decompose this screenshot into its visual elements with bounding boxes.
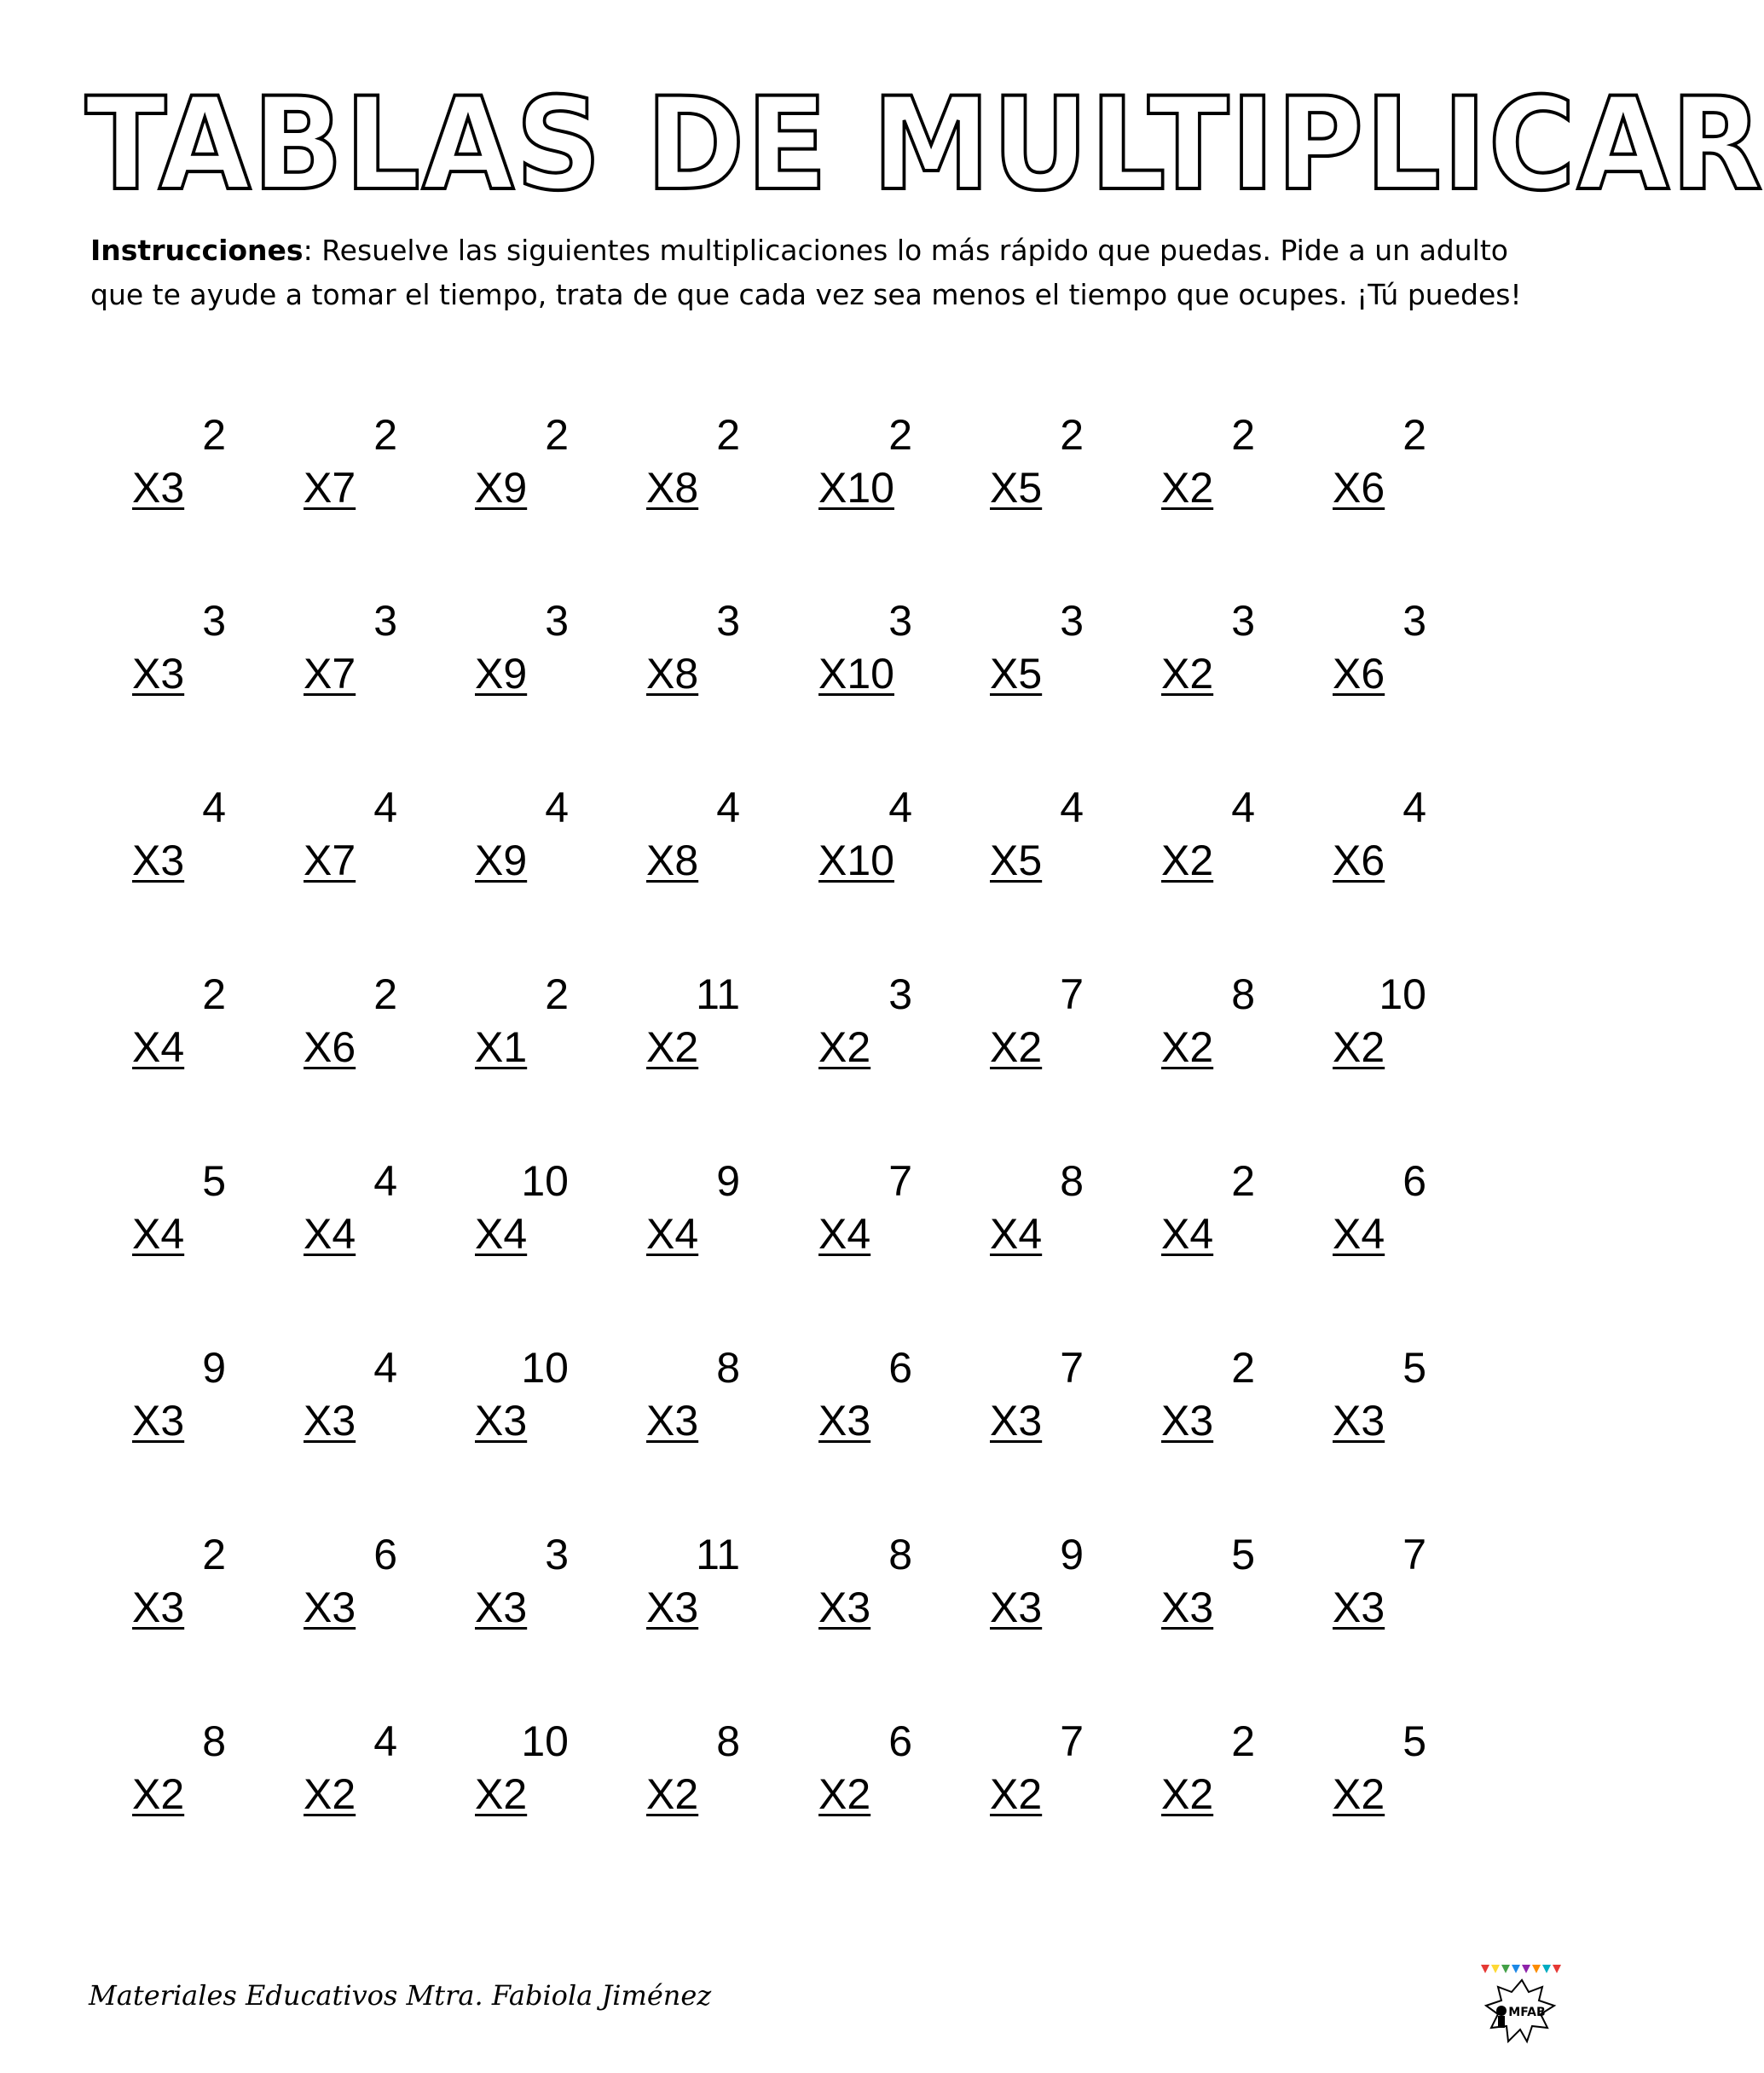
instructions-label: Instrucciones bbox=[90, 234, 304, 267]
multiplicand: 3 bbox=[545, 1531, 569, 1578]
problem-cell bbox=[646, 1529, 783, 1640]
multiplicand: 4 bbox=[888, 784, 912, 831]
problem-cell bbox=[132, 969, 269, 1080]
problem-cell bbox=[990, 969, 1126, 1080]
multiplicand: 11 bbox=[696, 1531, 740, 1578]
multiplicand: 7 bbox=[1060, 970, 1084, 1018]
page-title: TABLAS DE MULTIPLICAR bbox=[85, 71, 1764, 219]
multiplicand: 2 bbox=[373, 411, 397, 459]
multiplier: X2 bbox=[1161, 650, 1214, 698]
multiplicand: 4 bbox=[373, 1344, 397, 1392]
multiplier: X3 bbox=[132, 650, 185, 698]
problem-cell bbox=[1333, 1529, 1469, 1640]
problem-cell bbox=[990, 1155, 1126, 1266]
problem-cell bbox=[646, 782, 783, 893]
problem-cell bbox=[1161, 1529, 1298, 1640]
multiplier: X5 bbox=[990, 837, 1043, 884]
problem-cell bbox=[1161, 595, 1298, 706]
problem-cell bbox=[818, 1529, 955, 1640]
problem-cell bbox=[132, 409, 269, 520]
multiplier: X2 bbox=[646, 1023, 699, 1071]
multiplicand: 2 bbox=[716, 411, 740, 459]
problem-cell bbox=[304, 1155, 440, 1266]
multiplier: X4 bbox=[132, 1210, 185, 1258]
multiplicand: 4 bbox=[545, 784, 569, 831]
multiplier: X3 bbox=[990, 1584, 1043, 1631]
multiplicand: 4 bbox=[1231, 784, 1255, 831]
problem-cell bbox=[304, 595, 440, 706]
problem-cell bbox=[990, 1529, 1126, 1640]
multiplicand: 6 bbox=[888, 1717, 912, 1765]
multiplicand: 2 bbox=[1231, 411, 1255, 459]
multiplier: X2 bbox=[1161, 1770, 1214, 1818]
multiplicand: 3 bbox=[545, 597, 569, 645]
multiplier: X3 bbox=[132, 1584, 185, 1631]
problem-cell bbox=[990, 1342, 1126, 1453]
multiplicand: 3 bbox=[888, 597, 912, 645]
problem-cell bbox=[1161, 782, 1298, 893]
problem-cell bbox=[646, 1155, 783, 1266]
problem-cell bbox=[990, 409, 1126, 520]
multiplier: X4 bbox=[1161, 1210, 1214, 1258]
multiplicand: 4 bbox=[716, 784, 740, 831]
multiplier: X9 bbox=[475, 837, 528, 884]
multiplicand: 2 bbox=[1231, 1717, 1255, 1765]
problem-cell bbox=[646, 595, 783, 706]
multiplier: X4 bbox=[1333, 1210, 1385, 1258]
multiplier: X7 bbox=[304, 464, 356, 512]
multiplicand: 2 bbox=[1403, 411, 1426, 459]
confetti-banner bbox=[1481, 1965, 1561, 1973]
multiplier: X5 bbox=[990, 650, 1043, 698]
problem-cell bbox=[304, 969, 440, 1080]
multiplier: X3 bbox=[990, 1397, 1043, 1445]
multiplicand: 9 bbox=[1060, 1531, 1084, 1578]
problem-cell bbox=[475, 782, 611, 893]
multiplier: X3 bbox=[475, 1584, 528, 1631]
problem-cell bbox=[132, 1155, 269, 1266]
multiplier: X6 bbox=[1333, 837, 1385, 884]
problem-cell bbox=[818, 409, 955, 520]
problem-cell bbox=[475, 1529, 611, 1640]
multiplier: X10 bbox=[818, 837, 894, 884]
multiplicand: 10 bbox=[521, 1344, 569, 1392]
problem-cell bbox=[1161, 1155, 1298, 1266]
multiplicand: 8 bbox=[1060, 1157, 1084, 1205]
multiplicand: 2 bbox=[1060, 411, 1084, 459]
multiplicand: 7 bbox=[888, 1157, 912, 1205]
multiplicand: 8 bbox=[716, 1344, 740, 1392]
problem-cell bbox=[646, 1342, 783, 1453]
problem-cell bbox=[818, 1342, 955, 1453]
logo-badge-icon bbox=[1479, 1960, 1564, 2064]
multiplier: X5 bbox=[990, 464, 1043, 512]
multiplicand: 2 bbox=[545, 411, 569, 459]
problem-cell bbox=[475, 409, 611, 520]
multiplier: X1 bbox=[475, 1023, 528, 1071]
multiplier: X3 bbox=[818, 1397, 871, 1445]
multiplicand: 6 bbox=[1403, 1157, 1426, 1205]
problem-cell bbox=[304, 782, 440, 893]
multiplier: X2 bbox=[304, 1770, 356, 1818]
problem-cell bbox=[304, 409, 440, 520]
multiplicand: 2 bbox=[888, 411, 912, 459]
multiplier: X10 bbox=[818, 464, 894, 512]
multiplicand: 3 bbox=[716, 597, 740, 645]
multiplier: X2 bbox=[990, 1770, 1043, 1818]
multiplier: X3 bbox=[132, 1397, 185, 1445]
multiplier: X3 bbox=[1161, 1584, 1214, 1631]
problem-cell bbox=[818, 595, 955, 706]
multiplicand: 10 bbox=[521, 1157, 569, 1205]
multiplicand: 4 bbox=[1403, 784, 1426, 831]
problem-cell bbox=[132, 1342, 269, 1453]
multiplier: X2 bbox=[1333, 1023, 1385, 1071]
multiplicand: 5 bbox=[1403, 1344, 1426, 1392]
multiplicand: 3 bbox=[888, 970, 912, 1018]
multiplicand: 6 bbox=[888, 1344, 912, 1392]
problem-cell bbox=[1161, 409, 1298, 520]
multiplicand: 10 bbox=[521, 1717, 569, 1765]
problem-cell bbox=[818, 782, 955, 893]
problem-cell bbox=[132, 1529, 269, 1640]
multiplier: X3 bbox=[132, 464, 185, 512]
multiplicand: 3 bbox=[1403, 597, 1426, 645]
multiplier: X2 bbox=[818, 1770, 871, 1818]
multiplier: X2 bbox=[646, 1770, 699, 1818]
multiplicand: 4 bbox=[1060, 784, 1084, 831]
multiplier: X9 bbox=[475, 650, 528, 698]
multiplier: X3 bbox=[132, 837, 185, 884]
multiplicand: 11 bbox=[696, 970, 740, 1018]
multiplier: X3 bbox=[646, 1584, 699, 1631]
multiplicand: 2 bbox=[1231, 1344, 1255, 1392]
multiplicand: 10 bbox=[1379, 970, 1426, 1018]
multiplicand: 3 bbox=[202, 597, 226, 645]
multiplicand: 7 bbox=[1403, 1531, 1426, 1578]
multiplicand: 4 bbox=[202, 784, 226, 831]
problem-cell bbox=[132, 782, 269, 893]
multiplier: X3 bbox=[1161, 1397, 1214, 1445]
multiplier: X2 bbox=[1161, 1023, 1214, 1071]
multiplier: X3 bbox=[304, 1397, 356, 1445]
multiplier: X3 bbox=[1333, 1397, 1385, 1445]
multiplicand: 3 bbox=[373, 597, 397, 645]
problem-cell bbox=[1333, 595, 1469, 706]
multiplier: X2 bbox=[475, 1770, 528, 1818]
multiplier: X4 bbox=[818, 1210, 871, 1258]
multiplier: X4 bbox=[475, 1210, 528, 1258]
problem-cell bbox=[475, 1342, 611, 1453]
multiplicand: 3 bbox=[1231, 597, 1255, 645]
multiplier: X2 bbox=[1333, 1770, 1385, 1818]
multiplier: X7 bbox=[304, 650, 356, 698]
multiplier: X10 bbox=[818, 650, 894, 698]
multiplicand: 8 bbox=[1231, 970, 1255, 1018]
multiplicand: 2 bbox=[202, 970, 226, 1018]
multiplicand: 3 bbox=[1060, 597, 1084, 645]
problem-cell bbox=[1333, 969, 1469, 1080]
instructions-text: Resuelve las siguientes multiplicaciones lo más rápido que puedas. Pide a un adulto que te ayude a tomar el tiempo, trata de que cada vez sea menos el tiempo que ocupes. ¡Tú puedes! bbox=[90, 234, 1522, 311]
problem-cell bbox=[990, 1716, 1126, 1827]
multiplicand: 8 bbox=[888, 1531, 912, 1578]
multiplicand: 6 bbox=[373, 1531, 397, 1578]
multiplier: X4 bbox=[646, 1210, 699, 1258]
multiplicand: 2 bbox=[202, 411, 226, 459]
footer-credit: Materiales Educativos Mtra. Fabiola Jiménez bbox=[89, 1979, 712, 2012]
multiplier: X8 bbox=[646, 650, 699, 698]
problem-cell bbox=[1333, 1716, 1469, 1827]
multiplicand: 2 bbox=[202, 1531, 226, 1578]
problem-cell bbox=[1161, 969, 1298, 1080]
problem-cell bbox=[1333, 782, 1469, 893]
multiplicand: 5 bbox=[1403, 1717, 1426, 1765]
multiplicand: 9 bbox=[202, 1344, 226, 1392]
multiplicand: 2 bbox=[373, 970, 397, 1018]
problem-cell bbox=[475, 1155, 611, 1266]
multiplicand: 2 bbox=[545, 970, 569, 1018]
multiplier: X3 bbox=[646, 1397, 699, 1445]
multiplier: X3 bbox=[475, 1397, 528, 1445]
problem-cell bbox=[646, 969, 783, 1080]
problem-cell bbox=[818, 969, 955, 1080]
multiplier: X6 bbox=[1333, 650, 1385, 698]
multiplier: X2 bbox=[990, 1023, 1043, 1071]
multiplier: X2 bbox=[818, 1023, 871, 1071]
multiplicand: 7 bbox=[1060, 1344, 1084, 1392]
multiplicand: 9 bbox=[716, 1157, 740, 1205]
multiplier: X3 bbox=[818, 1584, 871, 1631]
multiplier: X3 bbox=[304, 1584, 356, 1631]
problem-cell bbox=[646, 409, 783, 520]
multiplier: X6 bbox=[1333, 464, 1385, 512]
multiplier: X4 bbox=[990, 1210, 1043, 1258]
problem-cell bbox=[1161, 1716, 1298, 1827]
problem-cell bbox=[646, 1716, 783, 1827]
multiplier: X2 bbox=[1161, 837, 1214, 884]
multiplicand: 8 bbox=[202, 1717, 226, 1765]
multiplicand: 5 bbox=[202, 1157, 226, 1205]
multiplier: X8 bbox=[646, 464, 699, 512]
multiplier: X4 bbox=[132, 1023, 185, 1071]
multiplier: X3 bbox=[1333, 1584, 1385, 1631]
multiplicand: 5 bbox=[1231, 1531, 1255, 1578]
problem-cell bbox=[990, 782, 1126, 893]
problem-cell bbox=[304, 1529, 440, 1640]
multiplicand: 8 bbox=[716, 1717, 740, 1765]
multiplier: X7 bbox=[304, 837, 356, 884]
problem-cell bbox=[132, 1716, 269, 1827]
problem-cell bbox=[475, 969, 611, 1080]
multiplicand: 4 bbox=[373, 1717, 397, 1765]
multiplier: X8 bbox=[646, 837, 699, 884]
multiplicand: 2 bbox=[1231, 1157, 1255, 1205]
instructions-colon: : bbox=[303, 234, 313, 267]
multiplicand: 4 bbox=[373, 1157, 397, 1205]
problem-cell bbox=[304, 1716, 440, 1827]
problem-cell bbox=[818, 1155, 955, 1266]
problem-cell bbox=[304, 1342, 440, 1453]
problem-cell bbox=[1161, 1342, 1298, 1453]
multiplier: X2 bbox=[132, 1770, 185, 1818]
problem-cell bbox=[132, 595, 269, 706]
multiplier: X4 bbox=[304, 1210, 356, 1258]
multiplier: X9 bbox=[475, 464, 528, 512]
multiplicand: 7 bbox=[1060, 1717, 1084, 1765]
problem-cell bbox=[1333, 1155, 1469, 1266]
multiplier: X6 bbox=[304, 1023, 356, 1071]
problem-cell bbox=[1333, 1342, 1469, 1453]
problem-cell bbox=[475, 1716, 611, 1827]
problem-cell bbox=[818, 1716, 955, 1827]
problem-cell bbox=[475, 595, 611, 706]
logo-text: MFAB bbox=[1508, 2006, 1546, 2019]
multiplier: X2 bbox=[1161, 464, 1214, 512]
problem-cell bbox=[990, 595, 1126, 706]
multiplicand: 4 bbox=[373, 784, 397, 831]
problem-cell bbox=[1333, 409, 1469, 520]
